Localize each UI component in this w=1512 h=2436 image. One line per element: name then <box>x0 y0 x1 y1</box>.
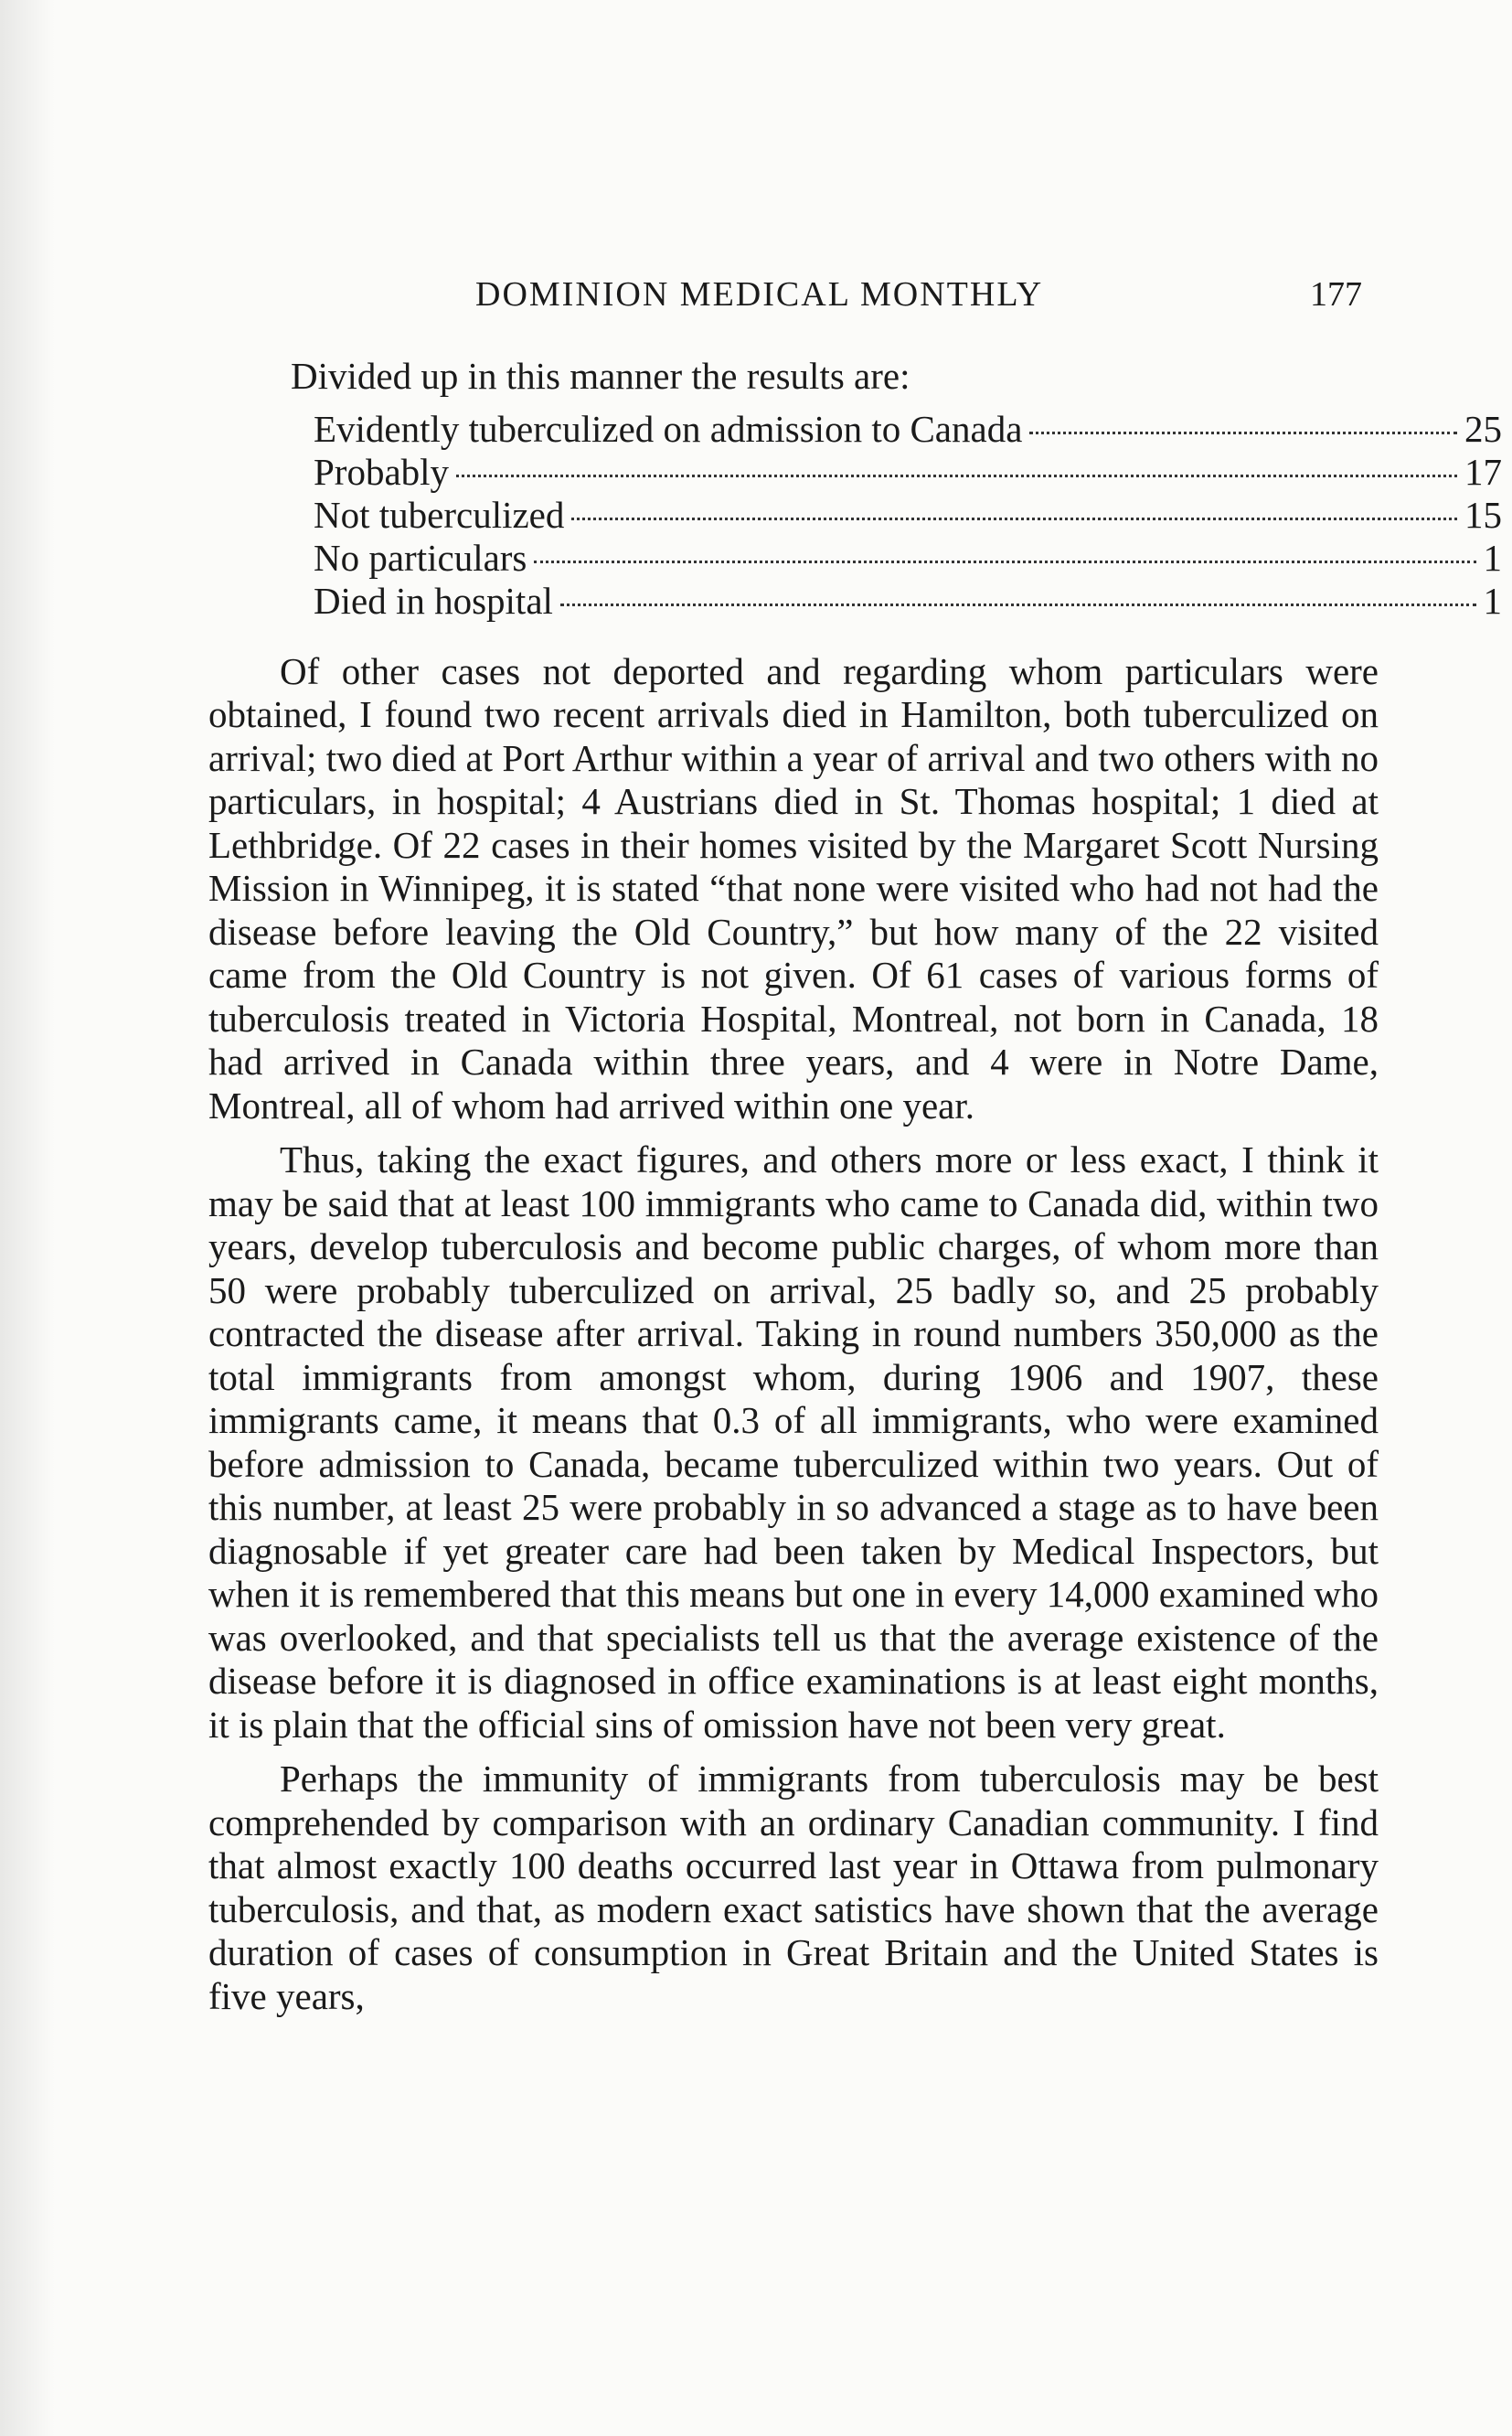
page-header <box>475 274 1362 329</box>
results-row <box>314 537 1502 580</box>
results-value: 17 <box>1464 450 1502 493</box>
results-row <box>314 451 1502 494</box>
results-row <box>314 494 1502 537</box>
results-label: Probably <box>314 450 450 493</box>
results-list <box>314 408 1502 623</box>
article-body <box>208 355 1502 2029</box>
results-row <box>314 580 1502 623</box>
results-label: Not tuberculized <box>314 493 565 536</box>
results-label: Evidently tuberculized on admission to Canada <box>314 407 1023 450</box>
results-value: 15 <box>1464 493 1502 536</box>
paragraph: Of other cases not deported and regarding whom particulars were obtained, I found two recent arrivals died in Hamilton, both tuberculized on arrival; two died at Port Arthur within a year of arrival and two others with no particulars, in hospital; 4 Austrians died in St. Thomas hospital; 1 died at Lethbridge. Of 22 cases in their homes visited by the Margaret Scott Nursing Mission in Winnipeg, it is stated “that none were visited who had not had the disease before leaving the Old Country,” but how many of the 22 visited came from the Old Country is not given. Of 61 cases of various forms of tuberculosis treated in Victoria Hospital, Montreal, not born in Canada, 18 had arrived in Canada within three years, and 4 were in Notre Dame, Montreal, all of whom had arrived within one year. <box>208 649 1379 1127</box>
results-row <box>314 408 1502 451</box>
results-value: 25 <box>1464 407 1502 450</box>
results-label: Died in hospital <box>314 579 553 622</box>
page-edge-shadow <box>0 0 55 2436</box>
paragraph: Perhaps the immunity of immigrants from tuberculosis may be best comprehended by comparison with an ordinary Canadian community. I find that almost exactly 100 deaths occurred last year in Ottawa from pulmonary tuberculosis, and that, as modern exact satistics have shown that the average duration of cases of consumption in Great Britain and the United States is five years, <box>208 1758 1379 2017</box>
dot-leader <box>560 604 1476 606</box>
results-label: No particulars <box>314 536 527 579</box>
page-number: 177 <box>1310 275 1362 314</box>
dot-leader <box>1029 432 1457 434</box>
dot-leader <box>571 518 1457 520</box>
results-value: 1 <box>1483 579 1502 622</box>
dot-leader <box>456 475 1457 477</box>
dot-leader <box>534 561 1475 563</box>
results-intro: Divided up in this manner the results are: <box>291 355 910 397</box>
results-value: 1 <box>1483 536 1502 579</box>
running-head: DOMINION MEDICAL MONTHLY <box>475 275 1044 314</box>
paragraph: Thus, taking the exact figures, and others more or less exact, I think it may be said that at least 100 immigrants who came to Canada did, within two years, develop tuberculosis and become public charges, of whom more than 50 were probably tuberculized on arrival, 25 badly so, and 25 probably contracted the disease after arrival. Taking in round numbers 350,000 as the total immigrants from amongst whom, during 1906 and 1907, these immigrants came, it means that 0.3 of all immigrants, who were examined before admission to Canada, became tuberculized within two years. Out of this number, at least 25 were probably in so advanced a stage as to have been diagnosable if yet greater care had been taken by Medical Inspectors, but when it is remembered that this means but one in every 14,000 examined who was overlooked, and that specialists tell us that the average existence of the disease before it is diagnosed in office examinations is at least eight months, it is plain that the official sins of omission have not been very great. <box>208 1138 1379 1746</box>
